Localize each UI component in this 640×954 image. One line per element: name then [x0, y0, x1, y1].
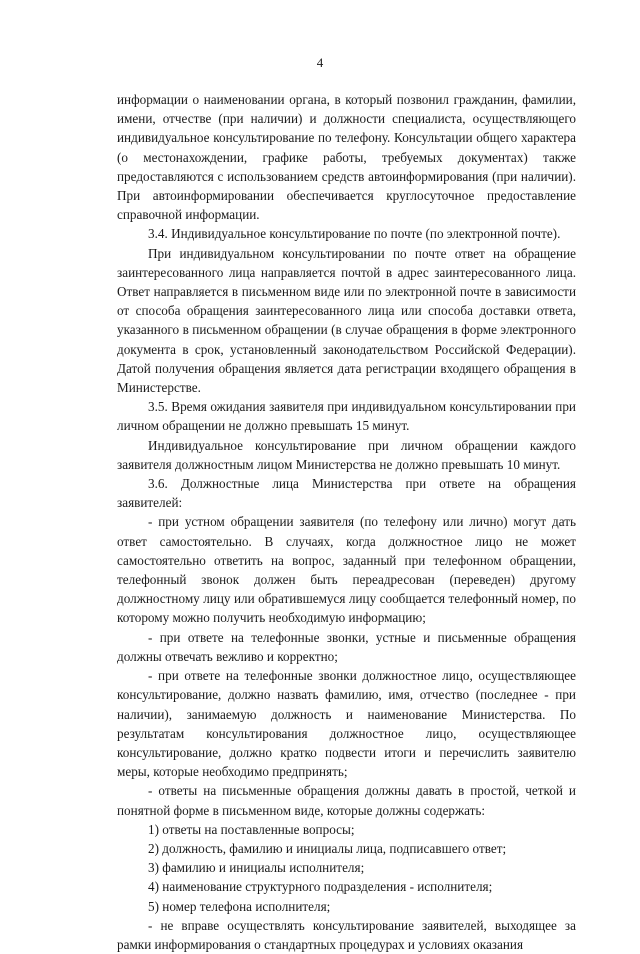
paragraph-2: 3.4. Индивидуальное консультирование по почте (по электронной почте). — [148, 226, 561, 242]
body-text — [117, 90, 576, 954]
list-item-2: 2) должность, фамилию и инициалы лица, подписавшего ответ; — [148, 840, 507, 856]
paragraph-3: При индивидуальном консультировании по почте ответ на обращение заинтересованного лица направляется почтой в адрес заинтересованного лица. Ответ направляется в письменном виде или по электронной почте в зависимости от способа обращения заинтересованного лица или способа доставки ответа, указанного в письменном обращении (в случае обращения в форме электронного документа в срок, установленный законодательством Российской Федерации). Датой получения обращения является дата регистрации входящего обращения в Министерстве. — [117, 245, 576, 396]
paragraph-10: - ответы на письменные обращения должны давать в простой, четкой и понятной форме в письменном виде, которые должны содержать: — [117, 783, 576, 818]
list-item-5: 5) номер телефона исполнителя; — [148, 898, 331, 914]
paragraph-4: 3.5. Время ожидания заявителя при индивидуальном консультировании при личном обращении не должно превышать 15 минут. — [117, 399, 576, 434]
paragraph-8: - при ответе на телефонные звонки, устные и письменные обращения должны отвечать вежливо и корректно; — [117, 629, 576, 664]
paragraph-6: 3.6. Должностные лица Министерства при ответе на обращения заявителей: — [117, 476, 576, 511]
paragraph-11: - не вправе осуществлять консультирование заявителей, выходящее за рамки информирования о стандартных процедурах и условиях оказания — [117, 917, 576, 952]
paragraph-9: - при ответе на телефонные звонки должностное лицо, осуществляющее консультирование, должно назвать фамилию, имя, отчество (последнее - при наличии), занимаемую должность и наименование Министерства. По результатам консультирования должностное лицо, осуществляющее консультирование, должно кратко подвести итоги и перечислить заявителю меры, которые необходимо предпринять; — [117, 668, 576, 780]
page-number: 4 — [316, 55, 324, 70]
paragraph-7: - при устном обращении заявителя (по телефону или лично) могут дать ответ самостоятельно. В случаях, когда должностное лицо не может самостоятельно ответить на вопрос, заданный при телефонном обращении, телефонный звонок должен быть переадресован (переведен) другому должностному лицу или обратившемуся лицу сообщается телефонный номер, по которому можно получить необходимую информацию; — [117, 514, 576, 626]
list-item-3: 3) фамилию и инициалы исполнителя; — [148, 860, 365, 876]
paragraph-5: Индивидуальное консультирование при личном обращении каждого заявителя должностным лицом Министерства не должно превышать 10 минут. — [117, 437, 576, 472]
paragraph-1: информации о наименовании органа, в который позвонил гражданин, фамилии, имени, отчестве (при наличии) и должности специалиста, осуществляющего индивидуальное консультирование по телефону. Консультации общего характера (о местонахождении, графике работы, требуемых документах) также предоставляются с использованием средств автоинформирования (при наличии). При автоинформировании обеспечивается круглосуточное предоставление справочной информации. — [117, 92, 576, 223]
list-item-4: 4) наименование структурного подразделения - исполнителя; — [148, 879, 493, 895]
list-item-1: 1) ответы на поставленные вопросы; — [148, 821, 355, 837]
